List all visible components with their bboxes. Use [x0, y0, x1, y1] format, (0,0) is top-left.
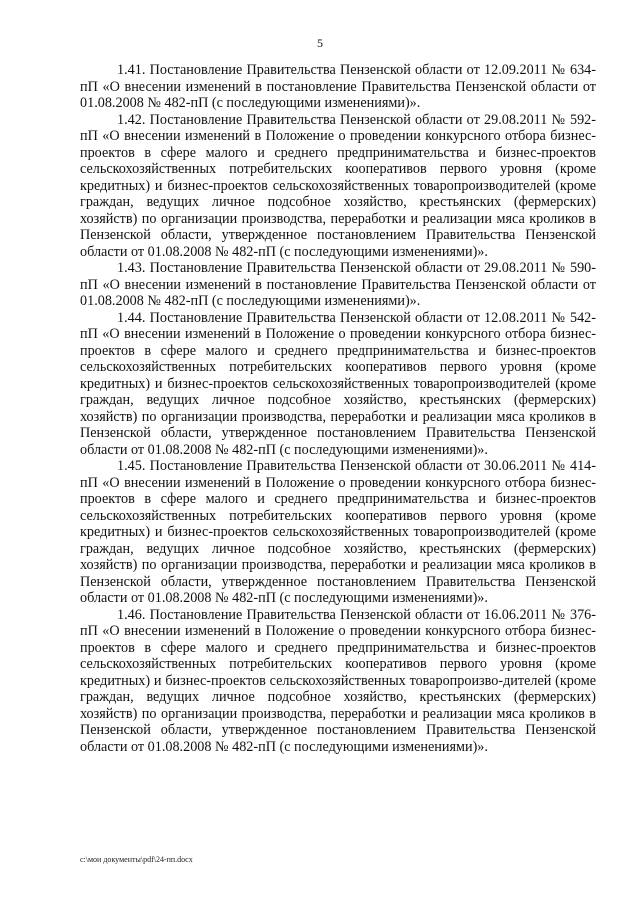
paragraph-1-41: 1.41. Постановление Правительства Пензенской области от 12.09.2011 № 634-пП «О внесении изменений в постановление Правительства Пензенской области от 01.08.2008 № 482-пП (с последующими изменениями)». [80, 62, 596, 111]
paragraph-1-44: 1.44. Постановление Правительства Пензенской области от 12.08.2011 № 542-пП «О внесении изменений в Положение о проведении конкурсного отбора бизнес-проектов в сфере малого и среднего предпринимательства и бизнес-проектов сельскохозяйственных потребительских кооперативов первого уровня (кроме кредитных) и бизнес-проектов сельскохозяйственных товаропроизводителей (кроме граждан, ведущих личное подсобное хозяйство, крестьянских (фермерских) хозяйств) по организации производства, переработки и реализации мяса кроликов в Пензенской области, утвержденное постановлением Правительства Пензенской области от 01.08.2008 № 482-пП (с последующими изменениями)». [80, 309, 596, 458]
paragraph-1-42: 1.42. Постановление Правительства Пензенской области от 29.08.2011 № 592-пП «О внесении изменений в Положение о проведении конкурсного отбора бизнес-проектов в сфере малого и среднего предпринимательства и бизнес-проектов сельскохозяйственных потребительских кооперативов первого уровня (кроме кредитных) и бизнес-проектов сельскохозяйственных товаропроизводителей (кроме граждан, ведущих личное подсобное хозяйство, крестьянских (фермерских) хозяйств) по организации производства, переработки и реализации мяса кроликов в Пензенской области, утвержденное постановлением Правительства Пензенской области от 01.08.2008 № 482-пП (с последующими изменениями)». [80, 111, 596, 260]
paragraph-1-45: 1.45. Постановление Правительства Пензенской области от 30.06.2011 № 414-пП «О внесении изменений в Положение о проведении конкурсного отбора бизнес-проектов в сфере малого и среднего предпринимательства и бизнес-проектов сельскохозяйственных потребительских кооперативов первого уровня (кроме кредитных) и бизнес-проектов сельскохозяйственных товаропроизводителей (кроме граждан, ведущих личное подсобное хозяйство, крестьянских (фермерских) хозяйств) по организации производства, переработки и реализации мяса кроликов в Пензенской области, утвержденное постановлением Правительства Пензенской области от 01.08.2008 № 482-пП (с последующими изменениями)». [80, 458, 596, 606]
paragraph-1-43: 1.43. Постановление Правительства Пензенской области от 29.08.2011 № 590-пП «О внесении изменений в постановление Правительства Пензенской области от 01.08.2008 № 482-пП (с последующими изменениями)». [80, 260, 596, 309]
document-body [80, 62, 596, 755]
page-number: 5 [317, 36, 323, 50]
footer-file-path: c:\мои документы\pdf\24-пп.docx [80, 855, 193, 864]
paragraph-1-46: 1.46. Постановление Правительства Пензенской области от 16.06.2011 № 376-пП «О внесении изменений в Положение о проведении конкурсного отбора бизнес-проектов в сфере малого и среднего предпринимательства и бизнес-проектов сельскохозяйственных потребительских кооперативов первого уровня (кроме кредитных) и бизнес-проектов сельскохозяйственных товаропроизво-дителей (кроме граждан, ведущих личное подсобное хозяйство, крестьянских (фермерских) хозяйств) по организации производства, переработки и реализации мяса кроликов в Пензенской области, утвержденное постановлением Правительства Пензенской области от 01.08.2008 № 482-пП (с последующими изменениями)». [80, 606, 596, 755]
